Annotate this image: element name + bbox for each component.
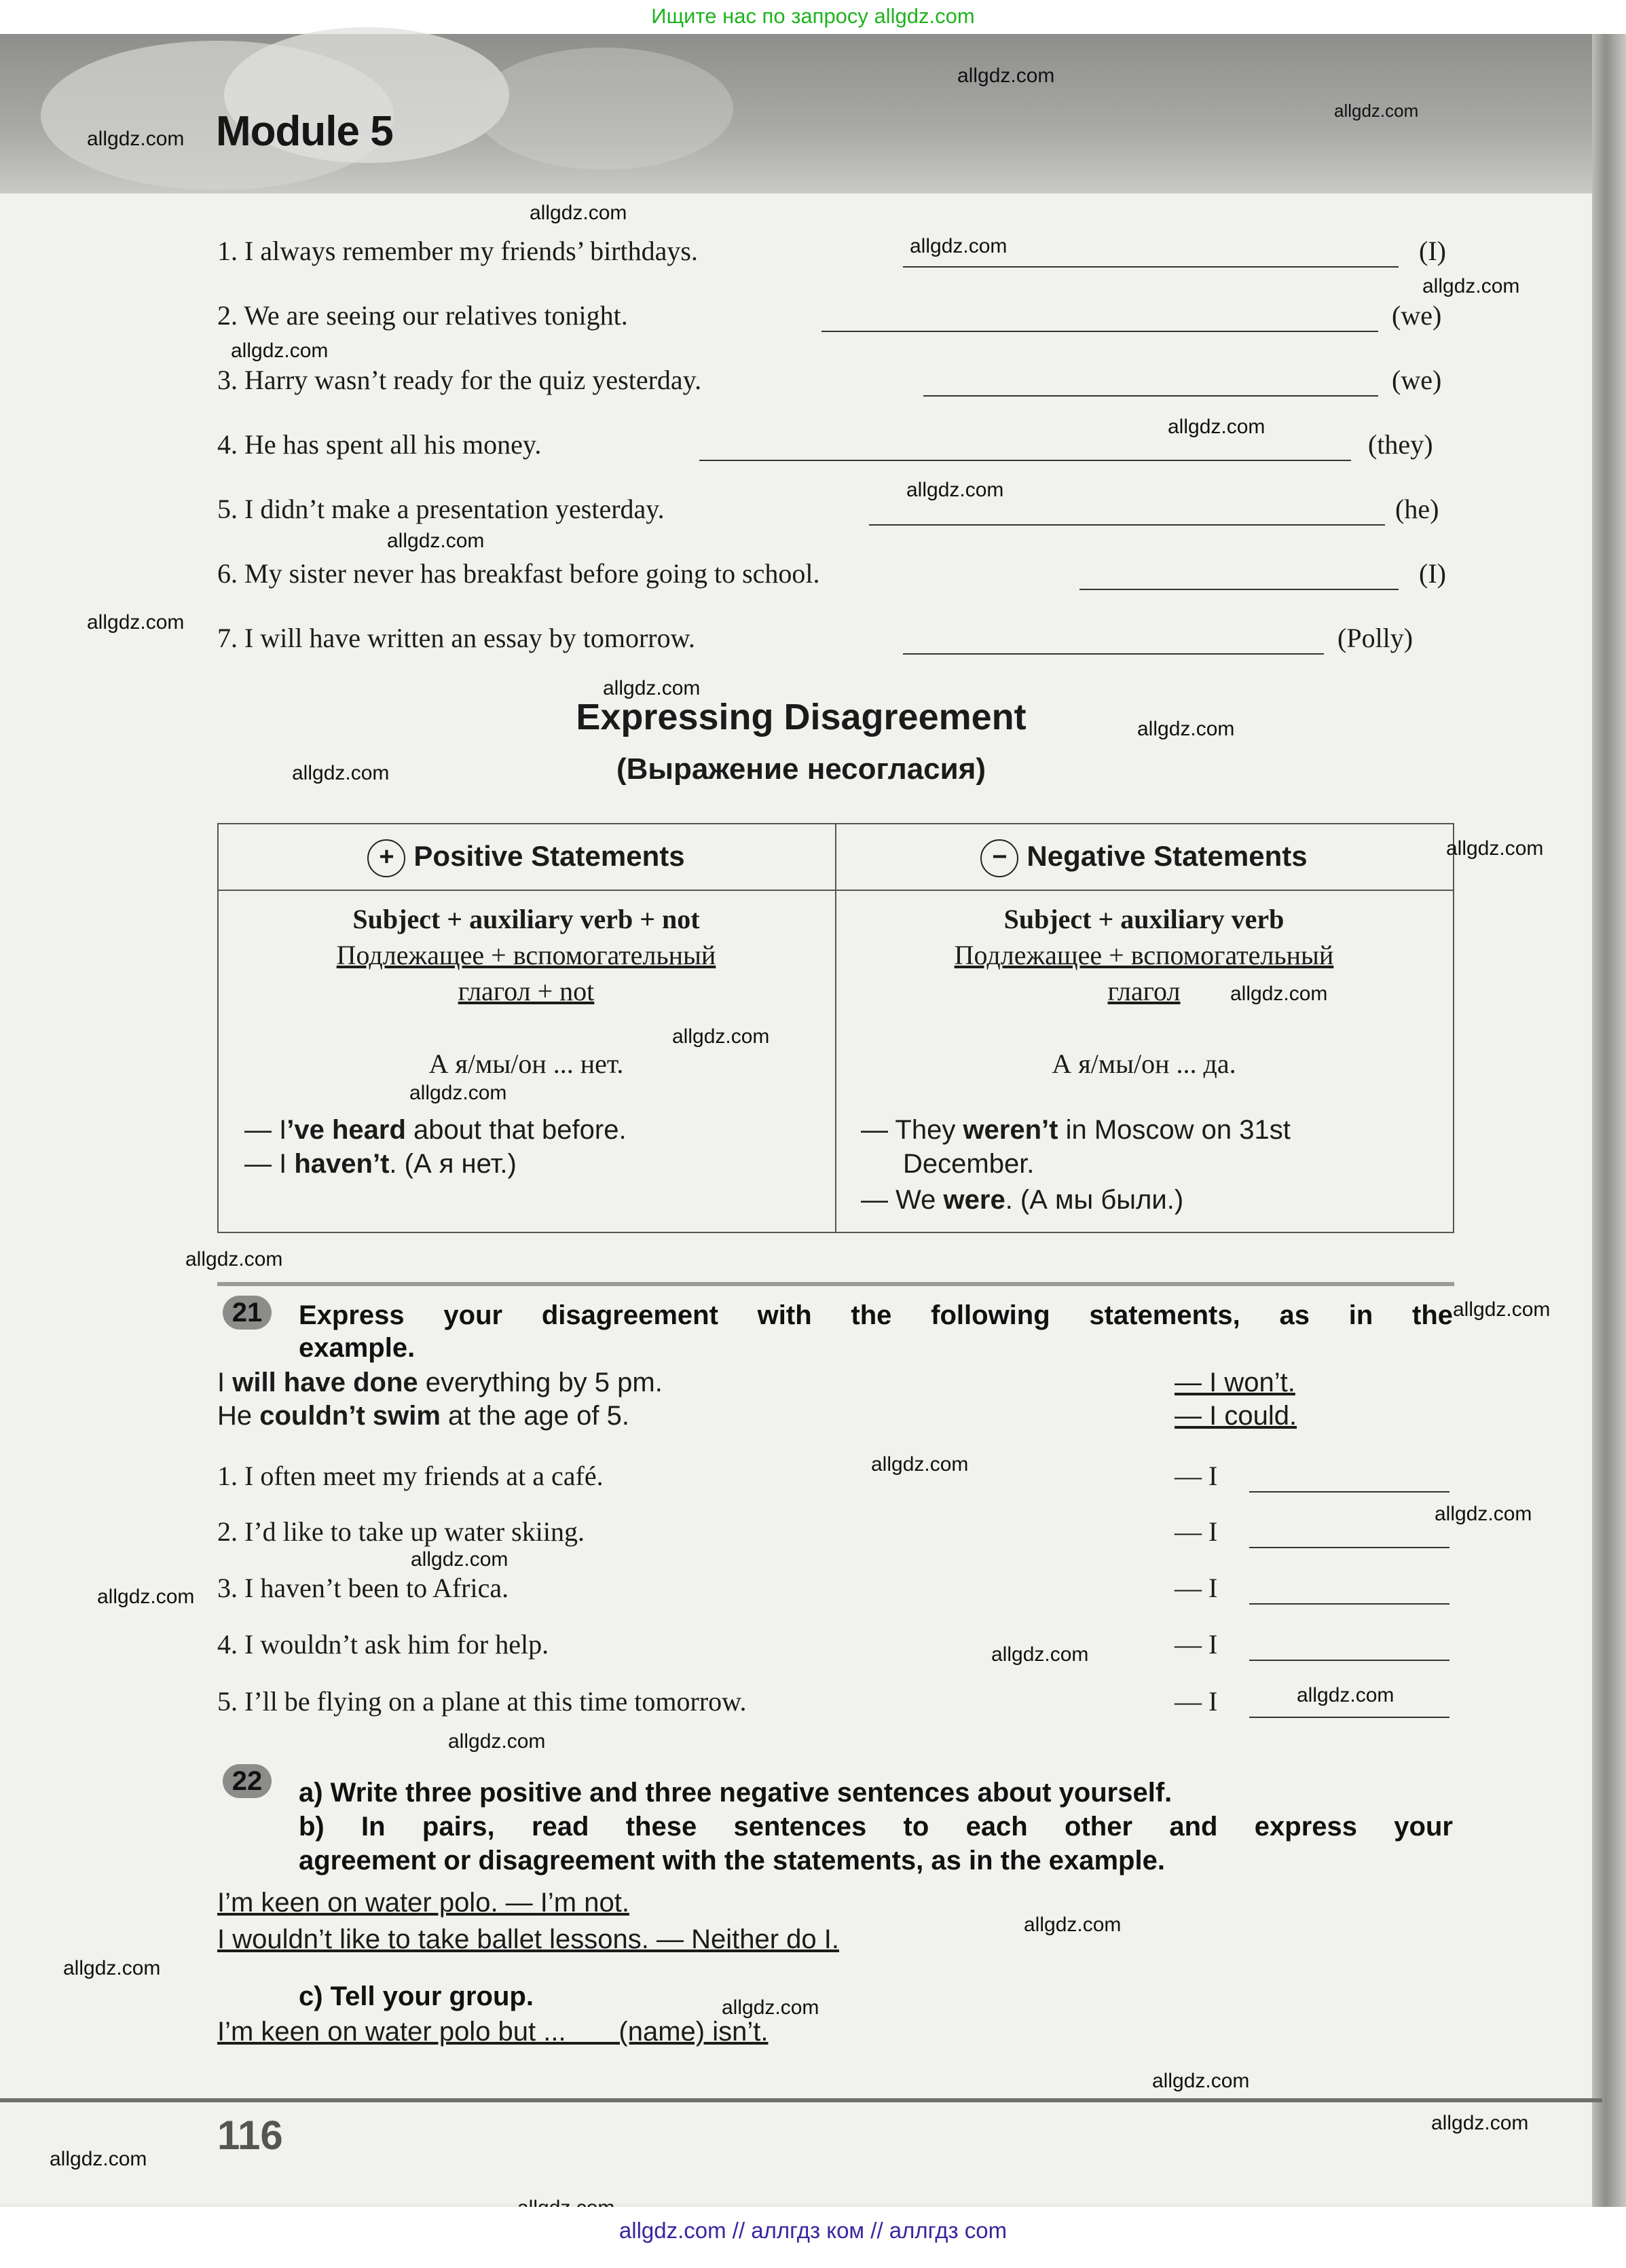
- exercise-21-example: [217, 1368, 663, 1398]
- answer-blank[interactable]: [903, 626, 1324, 655]
- answer-prefix: — I: [1175, 1461, 1218, 1491]
- list-item: [217, 364, 701, 396]
- watermark: allgdz.com: [906, 479, 1004, 501]
- pronoun-hint: (Polly): [1337, 623, 1413, 653]
- example-bold: will have done: [232, 1368, 418, 1397]
- watermark: allgdz.com: [231, 340, 329, 362]
- item-text: I will have written an essay by tomorrow.: [244, 623, 695, 653]
- item-number: 1.: [217, 1461, 238, 1491]
- example-text: . (А мы были.): [1005, 1185, 1184, 1215]
- item-number: 5.: [217, 494, 238, 524]
- negative-example: [861, 1185, 1183, 1215]
- item-text: We are seeing our relatives tonight.: [244, 300, 628, 331]
- answer-blank[interactable]: [1249, 1520, 1449, 1548]
- answer-prefix: — I: [1175, 1573, 1218, 1603]
- watermark: allgdz.com: [1168, 416, 1265, 438]
- watermark: allgdz.com: [50, 2148, 147, 2170]
- watermark: allgdz.com: [411, 1548, 509, 1571]
- watermark: allgdz.com: [1024, 1914, 1122, 1936]
- exercise-21-instruction: example.: [299, 1333, 415, 1363]
- example-text: — They: [861, 1115, 963, 1145]
- exercise-22-task-b: agreement or disagreement with the statements, as in the example.: [299, 1846, 1165, 1876]
- item-text: Harry wasn’t ready for the quiz yesterday.: [244, 365, 702, 395]
- watermark: allgdz.com: [185, 1248, 283, 1270]
- exercise-21-example-answer: — I won’t.: [1175, 1368, 1295, 1397]
- answer-blank[interactable]: [821, 304, 1378, 332]
- negative-title: Negative Statements: [1027, 840, 1308, 873]
- answer-prefix: — I: [1175, 1629, 1218, 1660]
- example-bold: couldn’t swim: [259, 1401, 441, 1431]
- pronoun-hint: (we): [1392, 300, 1442, 331]
- pronoun-hint: (we): [1392, 365, 1442, 395]
- item-text: I’d like to take up water skiing.: [244, 1516, 585, 1547]
- example-bold: weren’t: [963, 1115, 1058, 1145]
- page-edge: [1592, 34, 1626, 2254]
- minus-icon: −: [980, 839, 1018, 877]
- item-number: 1.: [217, 236, 238, 266]
- exercise-22-example: I wouldn’t like to take ballet lessons. — Neither do I.: [217, 1924, 840, 1954]
- example-bold: ’ve heard: [287, 1115, 406, 1145]
- positive-note: А я/мы/он ... нет.: [428, 1048, 624, 1079]
- example-text: at the age of 5.: [440, 1401, 629, 1431]
- watermark: allgdz.com: [1152, 2070, 1250, 2092]
- item-number: 4.: [217, 429, 238, 460]
- page-bottom-rule: [0, 2098, 1602, 2102]
- answer-blank[interactable]: [923, 368, 1378, 397]
- watermark: allgdz.com: [1431, 2112, 1529, 2134]
- footer-links[interactable]: allgdz.com // аллгдз ком // аллгдз com: [0, 2207, 1626, 2268]
- item-number: 3.: [217, 365, 238, 395]
- pronoun-hint: (I): [1419, 558, 1446, 589]
- pronoun-hint: (they): [1368, 429, 1433, 460]
- module-title: Module 5: [216, 108, 393, 155]
- example-text: about that before.: [405, 1115, 627, 1145]
- watermark: allgdz.com: [910, 235, 1008, 257]
- watermark: allgdz.com: [97, 1586, 195, 1608]
- watermark: allgdz.com: [1334, 100, 1419, 121]
- positive-example: [244, 1149, 517, 1179]
- item-number: 6.: [217, 558, 238, 589]
- watermark: allgdz.com: [871, 1453, 969, 1476]
- list-item: [217, 299, 628, 331]
- exercise-21-instruction: Express your disagreement with the following statements, as in the: [299, 1300, 1453, 1330]
- positive-header: [217, 839, 835, 877]
- watermark: allgdz.com: [409, 1082, 507, 1104]
- list-item: [217, 1628, 549, 1660]
- exercise-number-21: 21: [223, 1296, 272, 1330]
- page-number: 116: [217, 2112, 283, 2158]
- item-text: He has spent all his money.: [244, 429, 542, 460]
- answer-prefix: — I: [1175, 1686, 1218, 1717]
- list-item: [217, 557, 820, 589]
- positive-example: [244, 1115, 627, 1146]
- answer-blank[interactable]: [1249, 1576, 1449, 1605]
- negative-formula-ru: глагол: [1107, 976, 1181, 1006]
- positive-formula: Subject + auxiliary verb + not: [352, 904, 700, 934]
- watermark: allgdz.com: [1137, 718, 1235, 740]
- watermark: allgdz.com: [448, 1730, 546, 1753]
- item-text: I haven’t been to Africa.: [244, 1573, 509, 1603]
- list-item: [217, 235, 698, 267]
- answer-blank[interactable]: [1249, 1464, 1449, 1493]
- negative-formula: Subject + auxiliary verb: [1003, 904, 1285, 934]
- example-text: — I: [244, 1149, 295, 1179]
- answer-blank[interactable]: [1079, 562, 1399, 590]
- exercise-21-example: [217, 1401, 629, 1431]
- watermark: allgdz.com: [603, 677, 701, 699]
- list-item: [217, 428, 541, 460]
- watermark: allgdz.com: [1435, 1503, 1532, 1525]
- watermark: allgdz.com: [292, 762, 390, 784]
- watermark: allgdz.com: [1446, 837, 1544, 860]
- item-text: I often meet my friends at a café.: [244, 1461, 604, 1491]
- watermark: allgdz.com: [991, 1643, 1089, 1666]
- exercise-22-task-c: c) Tell your group.: [299, 1981, 534, 2011]
- table-column-divider: [835, 823, 836, 1233]
- negative-note: А я/мы/он ... да.: [1052, 1048, 1236, 1079]
- positive-title: Positive Statements: [413, 840, 685, 873]
- exercise-21-example-answer: — I could.: [1175, 1401, 1297, 1431]
- watermark: allgdz.com: [1297, 1684, 1394, 1706]
- list-item: [217, 493, 665, 525]
- list-item: [217, 622, 695, 654]
- watermark: allgdz.com: [1230, 983, 1328, 1005]
- exercise-22-task-a: a) Write three positive and three negative sentences about yourself.: [299, 1778, 1172, 1808]
- list-item: [217, 1572, 509, 1604]
- section-title: Expressing Disagreement: [576, 697, 1027, 737]
- item-number: 4.: [217, 1629, 238, 1660]
- exercise-22-example: I’m keen on water polo but ... (name) isn’t.: [217, 2017, 769, 2047]
- list-item: [217, 1460, 604, 1492]
- list-item: [217, 1685, 746, 1717]
- example-bold: were: [943, 1185, 1005, 1215]
- answer-prefix: — I: [1175, 1516, 1218, 1547]
- watermark: allgdz.com: [87, 128, 185, 150]
- item-number: 7.: [217, 623, 238, 653]
- negative-example: December.: [903, 1149, 1035, 1179]
- pronoun-hint: (I): [1419, 236, 1446, 266]
- item-text: I’ll be flying on a plane at this time tomorrow.: [244, 1686, 747, 1717]
- exercise-22-example: I’m keen on water polo. — I’m not.: [217, 1888, 629, 1918]
- negative-example: [861, 1115, 1291, 1146]
- plus-icon: +: [367, 839, 405, 877]
- item-number: 2.: [217, 300, 238, 331]
- example-text: — We: [861, 1185, 944, 1215]
- item-text: I always remember my friends’ birthdays.: [244, 236, 698, 266]
- positive-formula-ru: глагол + not: [458, 976, 595, 1006]
- item-number: 5.: [217, 1686, 238, 1717]
- exercise-number-22: 22: [223, 1764, 272, 1798]
- answer-blank[interactable]: [1249, 1632, 1449, 1661]
- item-text: I wouldn’t ask him for help.: [244, 1629, 549, 1660]
- watermark: allgdz.com: [722, 1996, 819, 2019]
- negative-formula-ru: Подлежащее + вспомогательный: [954, 940, 1334, 970]
- watermark: allgdz.com: [387, 530, 485, 552]
- watermark: allgdz.com: [63, 1957, 161, 1979]
- watermark: allgdz.com: [672, 1025, 770, 1048]
- exercise-22-task-b: b) In pairs, read these sentences to each other and express your: [299, 1812, 1453, 1842]
- item-number: 3.: [217, 1573, 238, 1603]
- header-decoration: [475, 48, 733, 170]
- item-text: I didn’t make a presentation yesterday.: [244, 494, 665, 524]
- watermark: allgdz.com: [87, 611, 185, 634]
- example-bold: haven’t: [294, 1149, 390, 1179]
- watermark: allgdz.com: [957, 65, 1055, 87]
- example-text: everything by 5 pm.: [418, 1368, 663, 1397]
- example-text: in Moscow on 31st: [1058, 1115, 1291, 1145]
- example-text: I: [217, 1368, 233, 1397]
- list-item: [217, 1516, 585, 1548]
- example-text: — I: [244, 1115, 287, 1145]
- watermark: allgdz.com: [530, 202, 627, 224]
- negative-header: [836, 839, 1452, 877]
- example-text: . (А я нет.): [389, 1149, 517, 1179]
- item-text: My sister never has breakfast before going to school.: [244, 558, 820, 589]
- watermark: allgdz.com: [1453, 1298, 1551, 1321]
- top-banner[interactable]: Ищите нас по запросу allgdz.com: [0, 0, 1626, 34]
- pronoun-hint: (he): [1395, 494, 1439, 524]
- item-number: 2.: [217, 1516, 238, 1547]
- exercise-divider: [217, 1282, 1454, 1286]
- positive-formula-ru: Подлежащее + вспомогательный: [336, 940, 716, 970]
- example-text: He: [217, 1401, 260, 1431]
- section-subtitle: (Выражение несогласия): [616, 752, 986, 786]
- watermark: allgdz.com: [1422, 275, 1520, 297]
